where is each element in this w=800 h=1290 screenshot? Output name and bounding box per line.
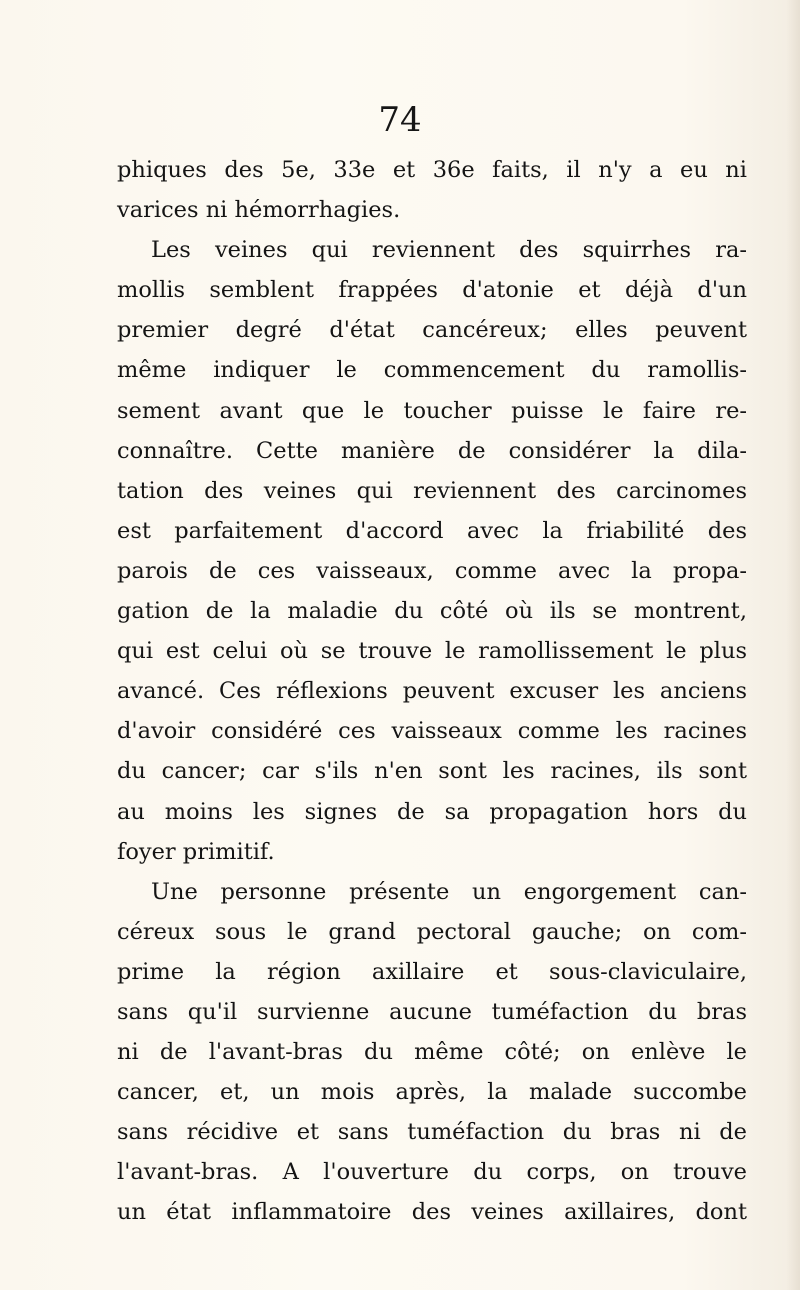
text-line: qui est celui où se trouve le ramollissement le plus — [117, 638, 747, 665]
text-line: parois de ces vaisseaux, comme avec la propa- — [117, 557, 747, 584]
page-edge-shadow — [786, 0, 800, 1290]
text-line: un état inflammatoire des veines axillaires, dont — [117, 1199, 747, 1226]
text-line: mollis semblent frappées d'atonie et déjà d'un — [117, 277, 747, 304]
text-line: varices ni hémorrhagies. — [117, 197, 401, 224]
text-line: sans qu'il survienne aucune tuméfaction du bras — [117, 998, 747, 1025]
text-line: d'avoir considéré ces vaisseaux comme les racines — [117, 718, 747, 745]
page-number: 74 — [378, 100, 422, 140]
text-line: même indiquer le commencement du ramollis- — [117, 357, 747, 384]
text-line: gation de la maladie du côté où ils se montrent, — [117, 598, 747, 625]
body-text — [117, 150, 747, 1233]
text-line: sement avant que le toucher puisse le faire re- — [117, 397, 747, 424]
text-line: foyer primitif. — [117, 838, 275, 865]
text-line: ni de l'avant-bras du même côté; on enlève le — [117, 1039, 747, 1066]
text-line: est parfaitement d'accord avec la friabilité des — [117, 517, 747, 544]
text-line: Une personne présente un engorgement can- — [151, 878, 747, 905]
text-line: tation des veines qui reviennent des carcinomes — [117, 477, 747, 504]
text-line: phiques des 5e, 33e et 36e faits, il n'y a eu ni — [117, 157, 747, 183]
text-line: sans récidive et sans tuméfaction du bras ni de — [117, 1119, 747, 1146]
text-line: céreux sous le grand pectoral gauche; on com- — [117, 918, 747, 945]
text-line: l'avant-bras. A l'ouverture du corps, on trouve — [117, 1159, 747, 1186]
text-line: du cancer; car s'ils n'en sont les racines, ils sont — [117, 758, 747, 785]
text-line: cancer, et, un mois après, la malade succombe — [117, 1079, 747, 1106]
text-line: au moins les signes de sa propagation hors du — [117, 798, 747, 825]
text-line: connaître. Cette manière de considérer la dila- — [117, 437, 747, 464]
text-line: avancé. Ces réflexions peuvent excuser les anciens — [117, 678, 747, 705]
text-line: Les veines qui reviennent des squirrhes ra- — [151, 237, 747, 264]
text-line: prime la région axillaire et sous-claviculaire, — [117, 958, 747, 985]
text-line: premier degré d'état cancéreux; elles peuvent — [117, 317, 747, 344]
